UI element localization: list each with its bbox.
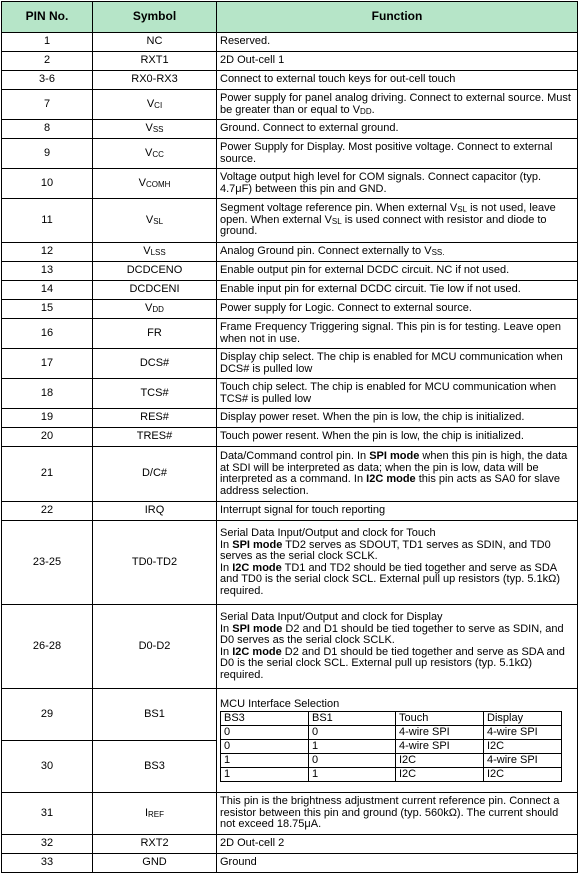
- header-row: [2, 2, 578, 33]
- mcu-header-bs1: BS1: [309, 712, 396, 726]
- table-row: [2, 835, 578, 854]
- pin-function: Reserved.: [217, 33, 578, 52]
- table-row: [2, 793, 578, 835]
- pin-symbol: TCS#: [93, 379, 217, 409]
- pin-number: 11: [2, 199, 93, 243]
- table-row: [2, 409, 578, 428]
- pin-function: Connect to external touch keys for out-cell touch: [217, 71, 578, 90]
- pin-number: 17: [2, 349, 93, 379]
- mcu-cell: 0: [221, 740, 309, 754]
- mcu-row: [221, 740, 562, 754]
- mcu-cell: I2C: [484, 740, 562, 754]
- table-row: [2, 33, 578, 52]
- table-row: [2, 854, 578, 873]
- pin-symbol: IRQ: [93, 502, 217, 521]
- pin-symbol: VCC: [93, 139, 217, 169]
- mcu-header-bs3: BS3: [221, 712, 309, 726]
- pin-symbol: GND: [93, 854, 217, 873]
- pin-symbol: VLSS: [93, 243, 217, 262]
- pin-number: 14: [2, 281, 93, 300]
- pin-symbol: BS3: [93, 741, 217, 793]
- mcu-cell: 1: [221, 768, 309, 782]
- pin-function: Touch power resent. When the pin is low, the chip is initialized.: [217, 428, 578, 447]
- pin-symbol: DCDCENI: [93, 281, 217, 300]
- pin-symbol: VDD: [93, 300, 217, 319]
- pin-function: 2D Out-cell 2: [217, 835, 578, 854]
- table-row: [2, 90, 578, 120]
- pin-number: 15: [2, 300, 93, 319]
- pin-function: 2D Out-cell 1: [217, 52, 578, 71]
- pin-symbol: VCOMH: [93, 169, 217, 199]
- table-row: [2, 428, 578, 447]
- pin-function: Ground. Connect to external ground.: [217, 120, 578, 139]
- mcu-cell: 4-wire SPI: [396, 726, 484, 740]
- pin-symbol: BS1: [93, 689, 217, 741]
- table-row: [2, 120, 578, 139]
- pin-number: 29: [2, 689, 93, 741]
- pin-function: Enable input pin for external DCDC circuit. Tie low if not used.: [217, 281, 578, 300]
- pin-number: 10: [2, 169, 93, 199]
- pin-number: 12: [2, 243, 93, 262]
- header-function: Function: [217, 2, 578, 33]
- mcu-cell: 4-wire SPI: [484, 726, 562, 740]
- pin-symbol: D/C#: [93, 447, 217, 502]
- pin-number: 16: [2, 319, 93, 349]
- pin-number: 22: [2, 502, 93, 521]
- pin-symbol: DCS#: [93, 349, 217, 379]
- pin-function: This pin is the brightness adjustment current reference pin. Connect a resistor between this pin and ground (typ. 560kΩ). The current should not exceed 18.75μA.: [217, 793, 578, 835]
- pin-function: Interrupt signal for touch reporting: [217, 502, 578, 521]
- mcu-row: [221, 768, 562, 782]
- mcu-interface-cell: [217, 689, 578, 793]
- pin-number: 9: [2, 139, 93, 169]
- pin-symbol: IREF: [93, 793, 217, 835]
- pin-function: Touch chip select. The chip is enabled for MCU communication when TCS# is pulled low: [217, 379, 578, 409]
- table-row: [2, 502, 578, 521]
- pin-symbol: DCDCENO: [93, 262, 217, 281]
- table-row: [2, 281, 578, 300]
- table-row: [2, 447, 578, 502]
- mcu-interface-title: MCU Interface Selection: [220, 697, 340, 710]
- pin-symbol: VCI: [93, 90, 217, 120]
- pin-function: Display chip select. The chip is enabled for MCU communication when DCS# is pulled low: [217, 349, 578, 379]
- table-row: [2, 139, 578, 169]
- pin-function: Analog Ground pin. Connect externally to VSS.: [217, 243, 578, 262]
- pin-description-table: [1, 1, 578, 873]
- table-row: [2, 349, 578, 379]
- mcu-cell: I2C: [396, 768, 484, 782]
- mcu-cell: 0: [221, 726, 309, 740]
- mcu-cell: I2C: [484, 768, 562, 782]
- pin-function: Voltage output high level for COM signals. Connect capacitor (typ. 4.7μF) between this pin and GND.: [217, 169, 578, 199]
- mcu-header-touch: Touch: [396, 712, 484, 726]
- table-row: [2, 71, 578, 90]
- pin-symbol: TD0-TD2: [93, 521, 217, 605]
- pin-symbol: RXT1: [93, 52, 217, 71]
- pin-number: 19: [2, 409, 93, 428]
- pin-function: Serial Data Input/Output and clock for Touch In SPI mode TD2 serves as SDOUT, TD1 serves as SDIN, and TD0 serves as the serial clock SCLK. In I2C mode TD1 and TD2 should be tied together and serve as SDA and TD0 is the serial clock SCL. External pull up resistors (typ. 5.1kΩ) required.: [217, 521, 578, 605]
- mcu-cell: 1: [309, 768, 396, 782]
- pin-number: 23-25: [2, 521, 93, 605]
- pin-number: 32: [2, 835, 93, 854]
- mcu-row: [221, 754, 562, 768]
- table-row: [2, 262, 578, 281]
- table-row: [2, 379, 578, 409]
- pin-number: 3-6: [2, 71, 93, 90]
- pin-symbol: VSS: [93, 120, 217, 139]
- pin-number: 18: [2, 379, 93, 409]
- pin-function: Power supply for Logic. Connect to external source.: [217, 300, 578, 319]
- pin-symbol: NC: [93, 33, 217, 52]
- mcu-row: [221, 726, 562, 740]
- pin-number: 21: [2, 447, 93, 502]
- pin-function: Frame Frequency Triggering signal. This pin is for testing. Leave open when not in use.: [217, 319, 578, 349]
- pin-number: 26-28: [2, 605, 93, 689]
- pin-function: Segment voltage reference pin. When external VSL is not used, leave open. When external VSL is used connect with resistor and diode to ground.: [217, 199, 578, 243]
- pin-number: 8: [2, 120, 93, 139]
- pin-number: 1: [2, 33, 93, 52]
- pin-symbol: TRES#: [93, 428, 217, 447]
- pin-number: 33: [2, 854, 93, 873]
- table-row: [2, 521, 578, 605]
- pin-number: 31: [2, 793, 93, 835]
- mcu-cell: 4-wire SPI: [484, 754, 562, 768]
- pin-function: Power Supply for Display. Most positive voltage. Connect to external source.: [217, 139, 578, 169]
- pin-function: Power supply for panel analog driving. Connect to external source. Must be greater than or equal to VDD.: [217, 90, 578, 120]
- pin-symbol: D0-D2: [93, 605, 217, 689]
- mcu-header-row: [221, 712, 562, 726]
- pin-symbol: FR: [93, 319, 217, 349]
- table-row: [2, 169, 578, 199]
- mcu-cell: 0: [309, 754, 396, 768]
- pin-symbol: RXT2: [93, 835, 217, 854]
- pin-function: Enable output pin for external DCDC circuit. NC if not used.: [217, 262, 578, 281]
- header-pin-no: PIN No.: [2, 2, 93, 33]
- mcu-cell: 1: [221, 754, 309, 768]
- table-row: [2, 199, 578, 243]
- mcu-interface-table: [220, 711, 562, 782]
- mcu-cell: 0: [309, 726, 396, 740]
- table-row: [2, 243, 578, 262]
- pin-number: 30: [2, 741, 93, 793]
- pin-number: 13: [2, 262, 93, 281]
- table-row: [2, 52, 578, 71]
- pin-number: 2: [2, 52, 93, 71]
- pin-function: Ground: [217, 854, 578, 873]
- pin-function: Data/Command control pin. In SPI mode when this pin is high, the data at SDI will be interpreted as data; when the pin is low, data will be interpreted as a command. In I2C mode this pin acts as SA0 for slave address selection.: [217, 447, 578, 502]
- pin-function: Display power reset. When the pin is low, the chip is initialized.: [217, 409, 578, 428]
- pin-symbol: VSL: [93, 199, 217, 243]
- pin-number: 20: [2, 428, 93, 447]
- table-row: [2, 319, 578, 349]
- header-symbol: Symbol: [93, 2, 217, 33]
- mcu-header-display: Display: [484, 712, 562, 726]
- table-row: [2, 300, 578, 319]
- mcu-cell: I2C: [396, 754, 484, 768]
- mcu-cell: 1: [309, 740, 396, 754]
- pin-symbol: RES#: [93, 409, 217, 428]
- table-row: [2, 689, 578, 741]
- mcu-cell: 4-wire SPI: [396, 740, 484, 754]
- table-row: [2, 605, 578, 689]
- pin-number: 7: [2, 90, 93, 120]
- pin-symbol: RX0-RX3: [93, 71, 217, 90]
- pin-function: Serial Data Input/Output and clock for Display In SPI mode D2 and D1 should be tied together to serve as SDIN, and D0 serves as the serial clock SCLK. In I2C mode D2 and D1 should be tied together and serve as SDA and D0 is the serial clock SCL. External pull up resistors (typ. 5.1kΩ) required.: [217, 605, 578, 689]
